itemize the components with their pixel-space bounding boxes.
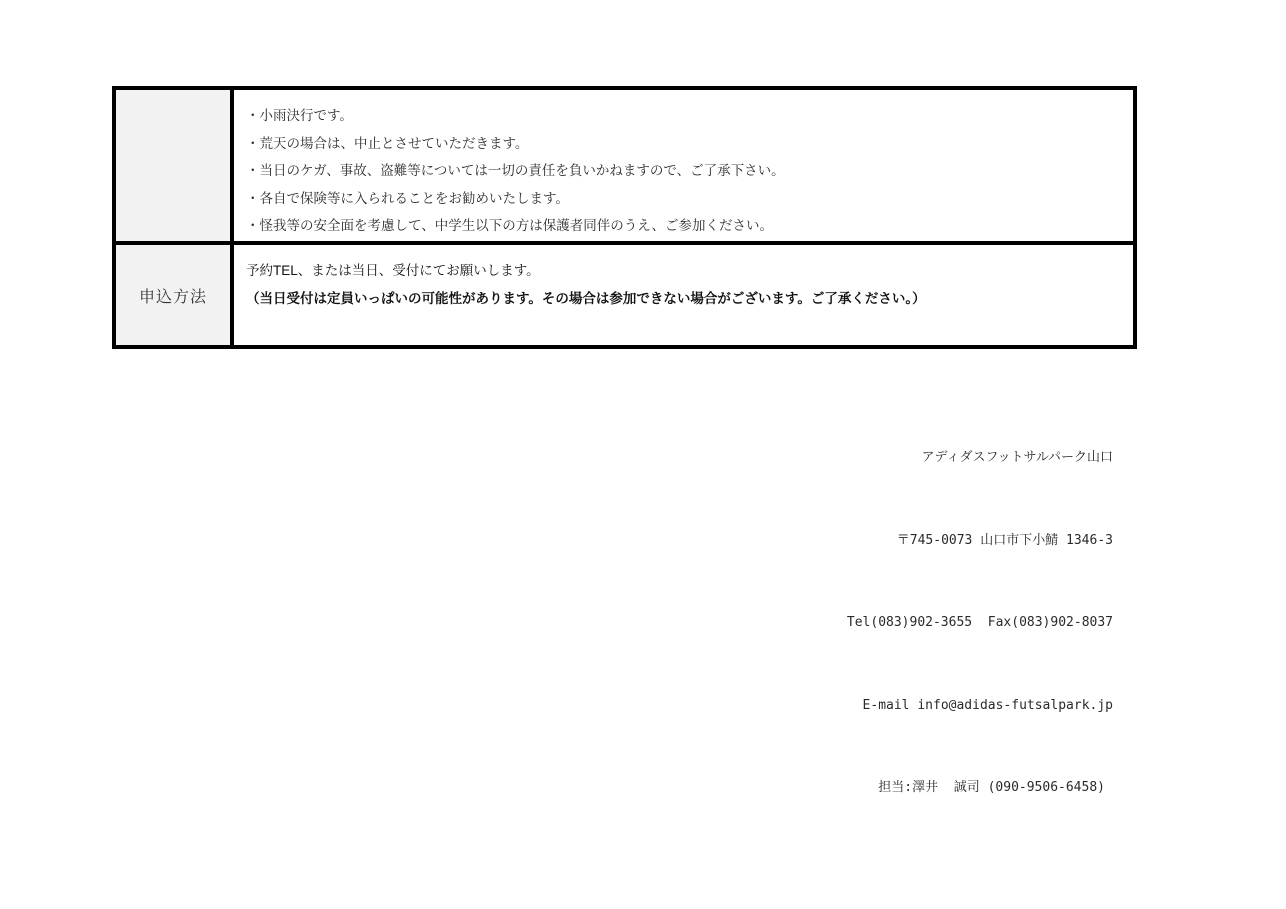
tel-fax: Tel(083)902-3655 Fax(083)902-8037: [846, 615, 1113, 630]
note-item: ・荒天の場合は、中止とさせていただきます。: [246, 135, 529, 152]
email-address: E-mail info@adidas-futsalpark.jp: [862, 697, 1113, 713]
application-method-row: [114, 243, 1135, 347]
facility-name: アディダスフットサルパーク山口: [921, 450, 1113, 465]
notes-label-cell: [114, 88, 232, 243]
application-instruction: 予約TEL、または当日、受付にてお願いします。: [246, 263, 540, 278]
address: 〒745-0073 山口市下小鯖 1346-3: [896, 532, 1113, 548]
application-method-content: [232, 243, 1135, 347]
note-item: ・各自で保険等に入られることをお勧めいたします。: [246, 190, 569, 207]
contact-person: 担当:澤井 誠司 (090-9506-6458): [878, 780, 1105, 795]
note-item: ・小雨決行です。: [246, 108, 353, 124]
note-item: ・怪我等の安全面を考慮して、中学生以下の方は保護者同伴のうえ、ご参加ください。: [246, 218, 774, 234]
note-item: ・当日のケガ、事故、盗難等については一切の責任を負いかねますので、ご了承下さい。: [246, 163, 785, 179]
contact-block: [847, 389, 1113, 829]
application-caution: （当日受付は定員いっぱいの可能性があります。その場合は参加できない場合がございます。ご了承ください。）: [246, 290, 926, 306]
notes-list: [246, 90, 1133, 241]
notes-row: [114, 88, 1135, 243]
notes-content-cell: [232, 88, 1135, 243]
application-method-label: 申込方法: [114, 243, 232, 347]
info-table: [112, 86, 1137, 349]
